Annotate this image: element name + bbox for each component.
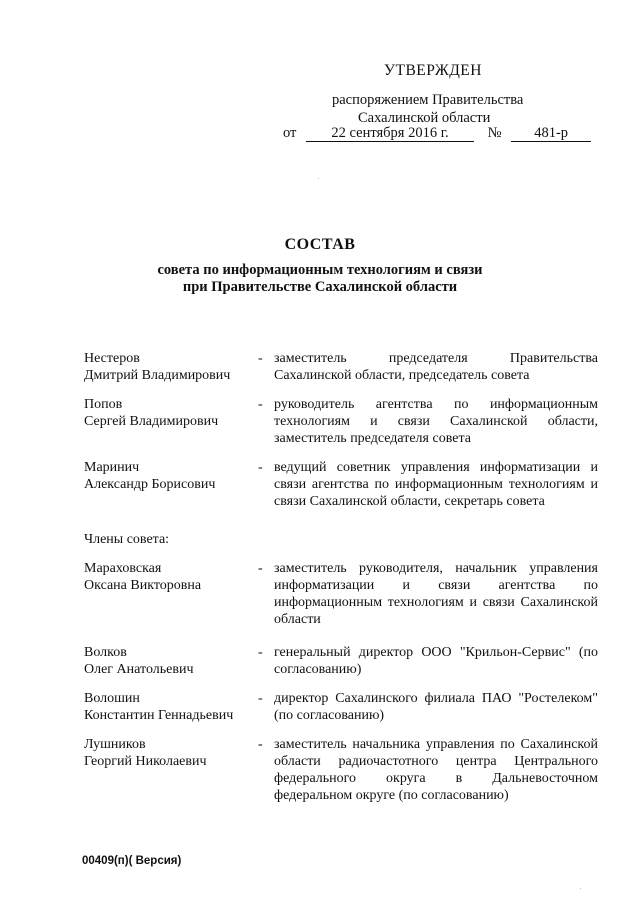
date-number-line <box>283 125 591 142</box>
document-subtitle-1: совета по информационным технологиям и связи <box>157 262 483 278</box>
member-role: заместитель руководителя, начальник управления информатизации и связи агентства по информационным технологиям и связи Сахалинской области <box>274 561 598 627</box>
member-row <box>84 459 598 510</box>
member-name: Маринич Александр Борисович <box>84 460 216 492</box>
dash-separator: - <box>258 460 263 475</box>
dash-separator: - <box>258 351 263 366</box>
members-section-label: Члены совета: <box>84 532 170 547</box>
order-number: 481-р <box>511 125 591 142</box>
member-role: генеральный директор ООО "Крильон-Сервис" (по согласованию) <box>274 645 598 677</box>
member-name: Волошин Константин Геннадьевич <box>84 691 234 723</box>
member-role: директор Сахалинского филиала ПАО "Ростелеком" (по согласованию) <box>274 691 598 723</box>
document-title: СОСТАВ <box>284 236 356 253</box>
member-row <box>84 690 598 724</box>
member-role: заместитель председателя Правительства Сахалинской области, председатель совета <box>274 351 598 383</box>
approved-stamp: УТВЕРЖДЕН <box>384 62 482 79</box>
scan-speck <box>318 178 319 179</box>
member-name: Попов Сергей Владимирович <box>84 397 219 429</box>
member-row <box>84 350 598 384</box>
dash-separator: - <box>258 737 263 752</box>
order-date: 22 сентября 2016 г. <box>306 125 474 142</box>
member-role: ведущий советник управления информатизации и связи агентства по информационным технологиям и связи Сахалинской области, секретарь совета <box>274 460 598 509</box>
scan-speck <box>580 888 581 889</box>
document-subtitle-2: при Правительстве Сахалинской области <box>182 279 458 295</box>
document-footer-code: 00409(п)( Версия) <box>82 855 182 867</box>
member-row <box>84 736 598 804</box>
member-role: руководитель агентства по информационным технологиям и связи Сахалинской области, заместитель председателя совета <box>274 397 598 446</box>
dash-separator: - <box>258 645 263 660</box>
from-label: от <box>283 125 297 141</box>
member-name: Мараховская Оксана Викторовна <box>84 561 202 593</box>
dash-separator: - <box>258 561 263 576</box>
member-name: Нестеров Дмитрий Владимирович <box>84 351 231 383</box>
order-line-2: Сахалинской области <box>358 110 491 126</box>
dash-separator: - <box>258 691 263 706</box>
member-row <box>84 396 598 447</box>
order-line-1: распоряжением Правительства <box>332 92 524 108</box>
member-name: Волков Олег Анатольевич <box>84 645 194 677</box>
number-label: № <box>487 125 502 141</box>
member-role: заместитель начальника управления по Сахалинской области радиочастотного центра Центрального федерального округа в Дальневосточном федеральном округе (по согласованию) <box>274 737 598 803</box>
member-row <box>84 644 598 678</box>
member-name: Лушников Георгий Николаевич <box>84 737 207 769</box>
member-row <box>84 560 598 628</box>
council-composition <box>84 350 598 804</box>
dash-separator: - <box>258 397 263 412</box>
